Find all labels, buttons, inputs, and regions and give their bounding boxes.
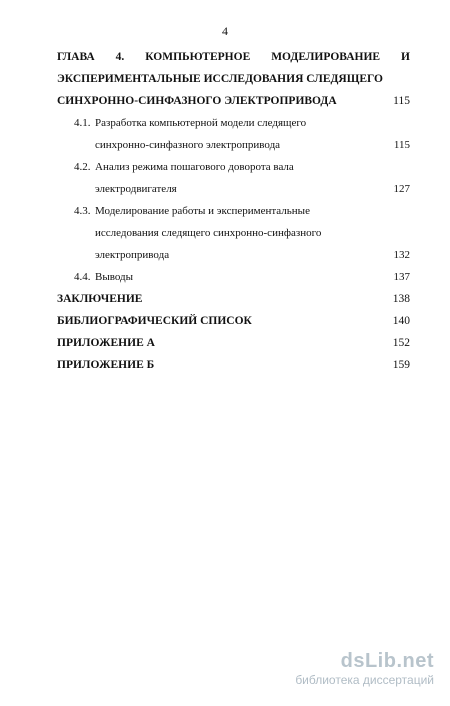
entry-title: ПРИЛОЖЕНИЕ Б	[57, 359, 155, 371]
entry-title: ЗАКЛЮЧЕНИЕ	[57, 293, 143, 305]
chapter-page: 115	[393, 95, 410, 107]
watermark-logo: dsLib.net	[340, 650, 434, 672]
section-title: Выводы	[95, 271, 134, 283]
section-page: 127	[393, 183, 410, 195]
toc-section-4-2[interactable]	[57, 156, 410, 200]
section-title: Анализ режима пошагового доворота вала электродвигателя	[95, 161, 294, 195]
watermark-tagline: библиотека диссертаций	[295, 673, 434, 687]
section-page: 137	[393, 271, 410, 283]
toc-entry-appendix-a[interactable]	[57, 332, 410, 354]
chapter-number: 4.	[115, 51, 125, 63]
toc-section-4-3[interactable]	[57, 200, 410, 266]
section-number: 4.3.	[74, 205, 91, 217]
section-number: 4.2.	[74, 161, 91, 173]
watermark	[264, 650, 434, 688]
section-title: Разработка компьютерной модели следящего синхронно-синфазного электропривода	[95, 117, 307, 151]
chapter-title-line-3	[57, 90, 410, 112]
toc-section-4-4[interactable]	[57, 266, 410, 288]
toc-entry-appendix-b[interactable]	[57, 354, 410, 376]
section-number: 4.4.	[74, 271, 91, 283]
chapter-title-text: СИНХРОННО-СИНФАЗНОГО ЭЛЕКТРОПРИВОДА	[57, 95, 337, 107]
entry-page: 138	[392, 293, 410, 305]
toc-entry-conclusion[interactable]	[57, 288, 410, 310]
chapter-title-text: ЭКСПЕРИМЕНТАЛЬНЫЕ ИССЛЕДОВАНИЯ СЛЕДЯЩЕГО	[57, 73, 384, 85]
toc-section-4-1[interactable]	[57, 112, 410, 156]
page-number: 4	[222, 24, 228, 38]
chapter-title-line-2	[57, 68, 410, 90]
entry-title: ПРИЛОЖЕНИЕ А	[57, 337, 155, 349]
section-title: Моделирование работы и экспериментальные исследования следящего синхронно-синфазного электропривода	[95, 205, 322, 261]
chapter-word: МОДЕЛИРОВАНИЕ	[271, 51, 381, 63]
toc-entry-bibliography[interactable]	[57, 310, 410, 332]
entry-page: 159	[392, 359, 410, 371]
section-number: 4.1.	[74, 117, 91, 129]
chapter-word: И	[401, 51, 410, 63]
entry-page: 140	[392, 315, 410, 327]
section-page: 115	[393, 139, 410, 151]
chapter-label: ГЛАВА	[57, 51, 95, 63]
toc-chapter-4[interactable]	[57, 46, 410, 112]
chapter-title-line-1	[57, 46, 410, 68]
entry-page: 152	[392, 337, 410, 349]
table-of-contents	[57, 46, 410, 376]
entry-title: БИБЛИОГРАФИЧЕСКИЙ СПИСОК	[57, 315, 252, 327]
chapter-word: КОМПЬЮТЕРНОЕ	[145, 51, 251, 63]
section-page: 132	[393, 249, 410, 261]
